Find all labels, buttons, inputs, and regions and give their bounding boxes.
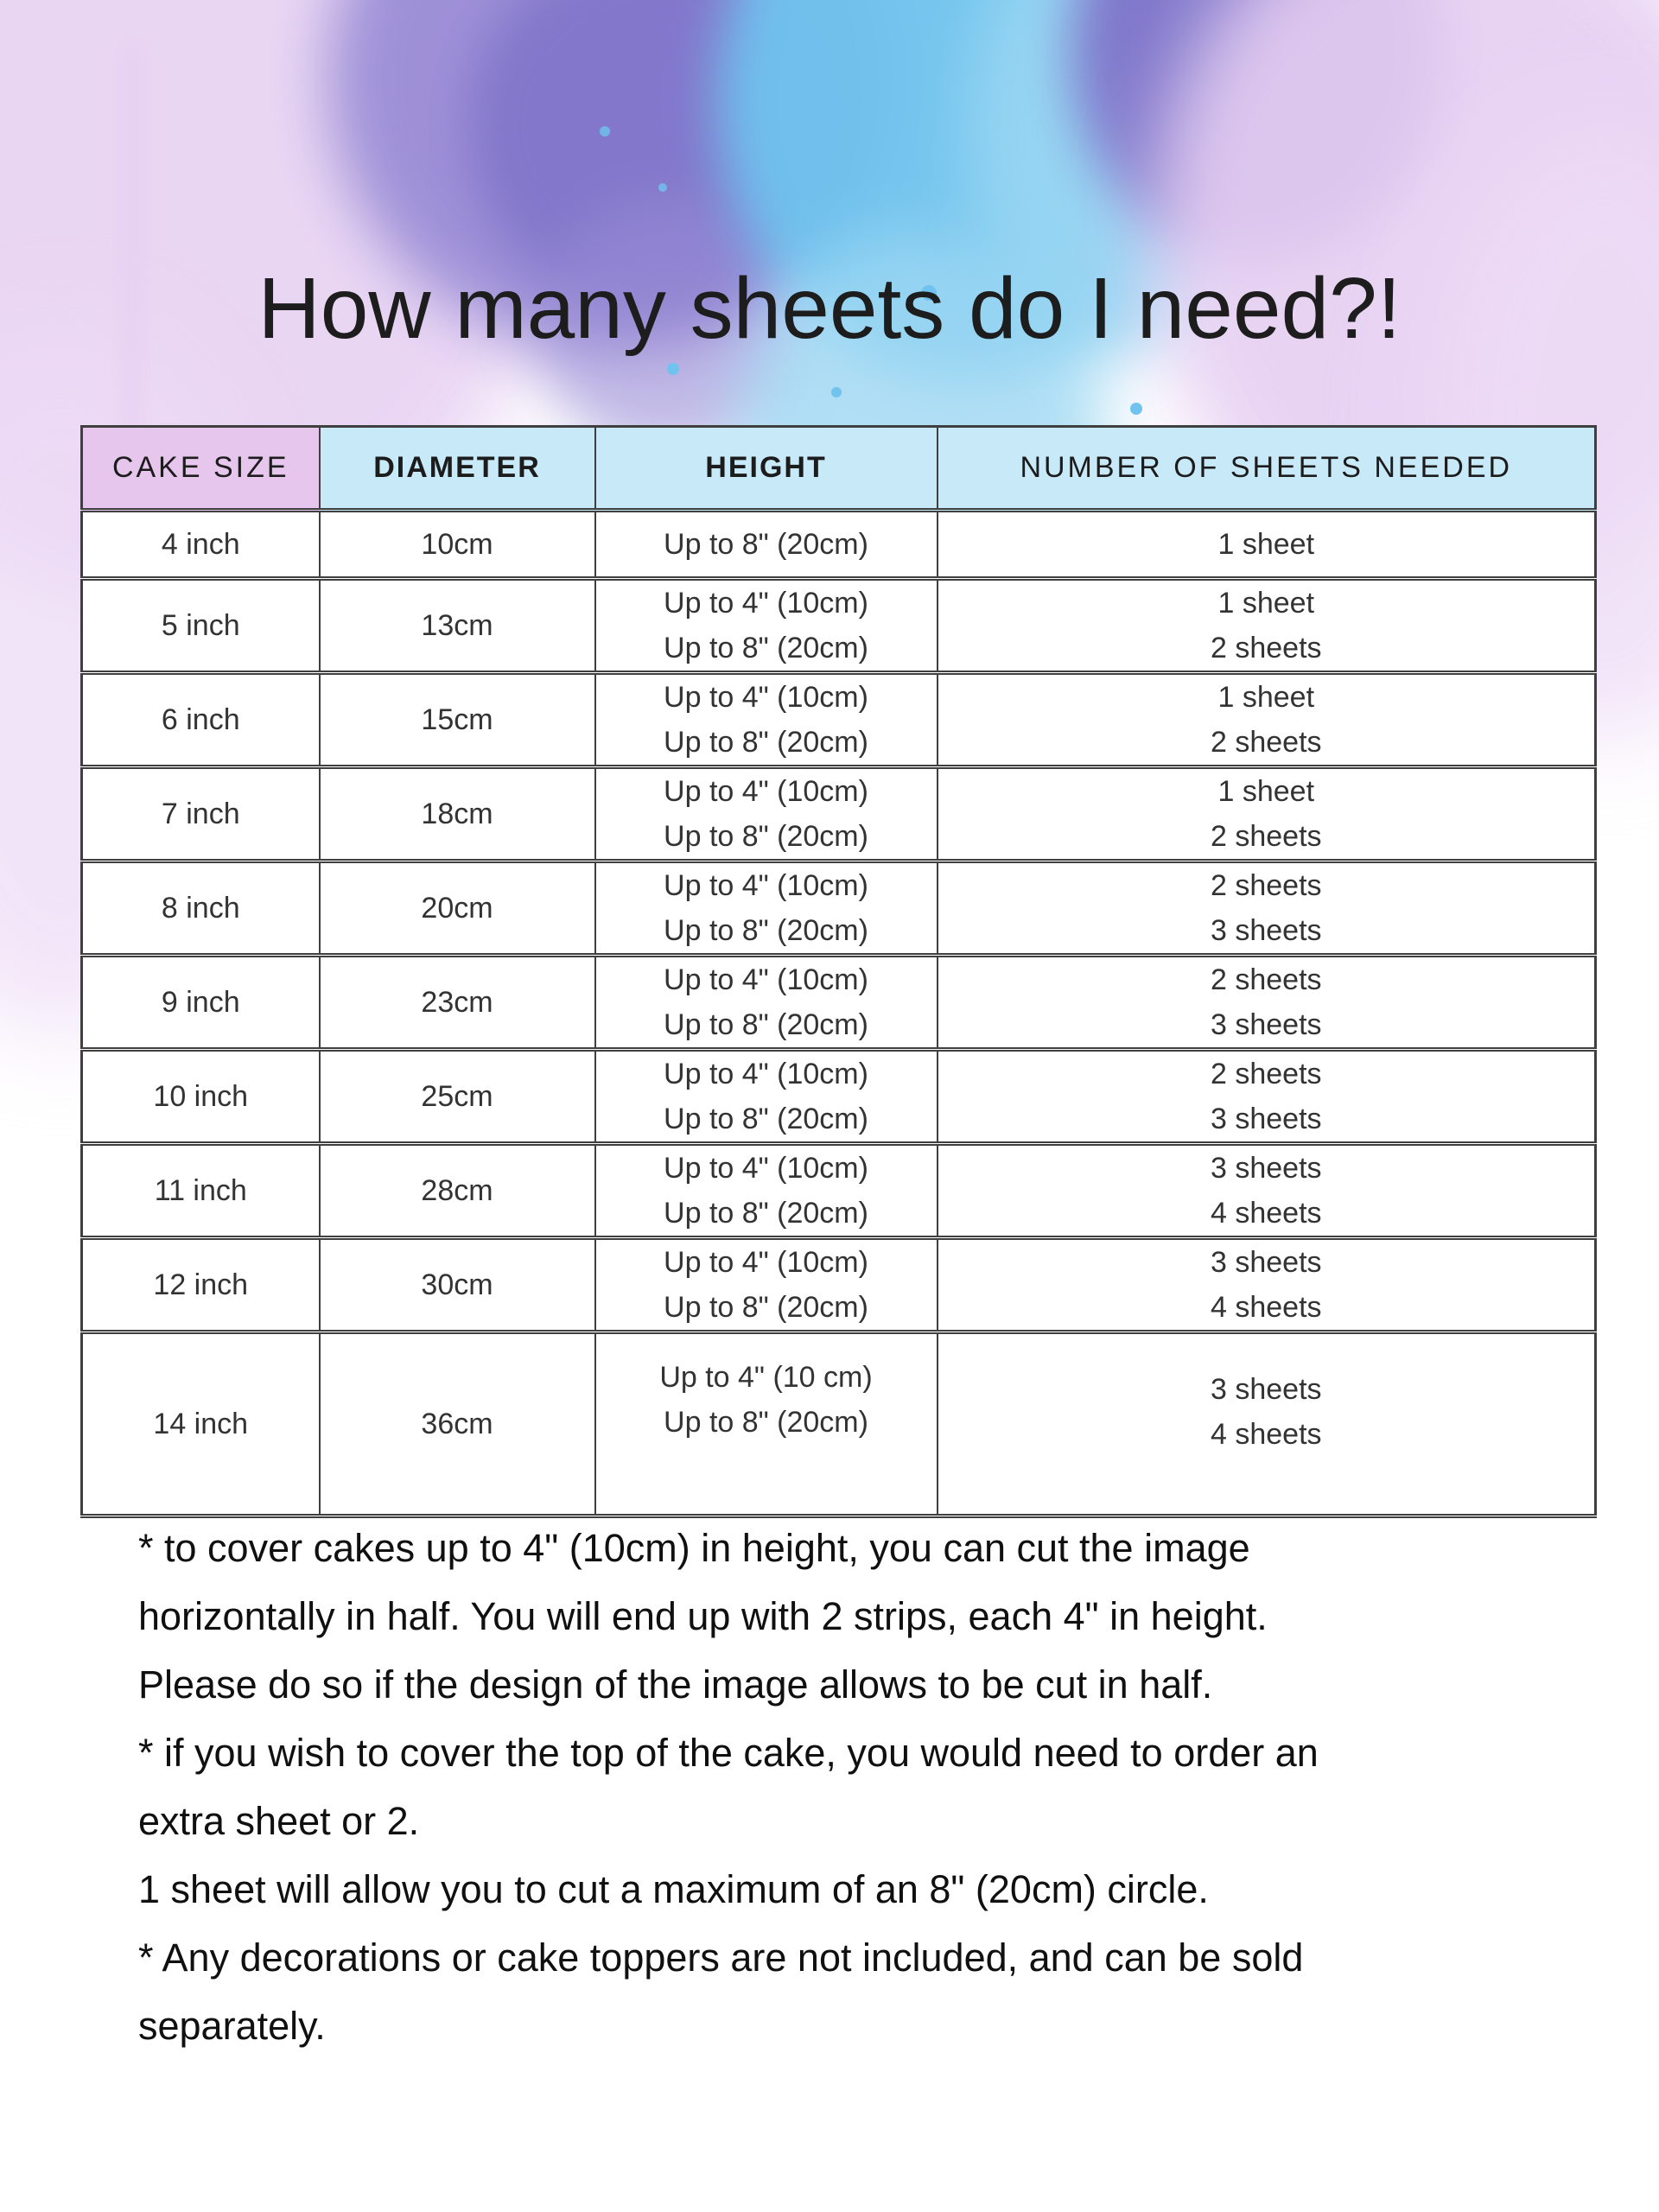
sheets-cell — [938, 1332, 1596, 1516]
height-line: Up to 8" (20cm) — [664, 527, 868, 561]
table-row — [82, 1238, 1596, 1332]
sheets-line: 3 sheets — [1210, 1102, 1322, 1135]
height-line: Up to 8" (20cm) — [664, 1290, 868, 1324]
diameter-cell: 13cm — [320, 579, 595, 673]
footnote-line: horizontally in half. You will end up with 2 strips, each 4" in height. — [138, 1594, 1268, 1638]
sheets-cell — [938, 767, 1596, 861]
height-line: Up to 8" (20cm) — [664, 1196, 868, 1230]
diameter-cell: 10cm — [320, 511, 595, 579]
height-line: Up to 8" (20cm) — [664, 819, 868, 853]
watercolor-dot — [658, 183, 667, 192]
watercolor-dot — [667, 363, 679, 375]
table-row — [82, 1332, 1596, 1516]
height-cell — [595, 1144, 938, 1238]
col-header-diameter: DIAMETER — [320, 427, 595, 511]
footnote-line: * to cover cakes up to 4" (10cm) in height, you can cut the image — [138, 1526, 1250, 1570]
sheets-cell — [938, 1050, 1596, 1144]
sheets-line: 1 sheet — [1217, 527, 1315, 561]
diameter-cell: 25cm — [320, 1050, 595, 1144]
cake-size-cell: 6 inch — [82, 673, 320, 767]
table-row — [82, 673, 1596, 767]
height-cell — [595, 1332, 938, 1516]
diameter-cell: 23cm — [320, 956, 595, 1050]
height-line: Up to 4" (10cm) — [664, 774, 868, 808]
diameter-cell: 20cm — [320, 861, 595, 956]
table-row — [82, 1144, 1596, 1238]
cake-size-cell: 9 inch — [82, 956, 320, 1050]
table-row — [82, 767, 1596, 861]
height-line: Up to 4" (10 cm) — [659, 1360, 873, 1394]
footnotes — [138, 1514, 1319, 2060]
sheets-line: 3 sheets — [1210, 1372, 1322, 1406]
height-line: Up to 4" (10cm) — [664, 680, 868, 714]
footnote-line: 1 sheet will allow you to cut a maximum of an 8" (20cm) circle. — [138, 1867, 1209, 1911]
cake-size-cell: 12 inch — [82, 1238, 320, 1332]
table-row — [82, 1050, 1596, 1144]
height-line: Up to 4" (10cm) — [664, 1245, 868, 1279]
height-cell — [595, 861, 938, 956]
watercolor-dot — [600, 126, 610, 137]
cake-size-cell: 10 inch — [82, 1050, 320, 1144]
sheets-line: 3 sheets — [1210, 913, 1322, 947]
sheets-line: 2 sheets — [1210, 819, 1322, 853]
sheets-cell — [938, 579, 1596, 673]
sheets-table — [80, 425, 1597, 1518]
diameter-cell: 28cm — [320, 1144, 595, 1238]
height-line: Up to 8" (20cm) — [664, 1405, 868, 1439]
col-header-sheets: NUMBER OF SHEETS NEEDED — [938, 427, 1596, 511]
sheets-line: 2 sheets — [1210, 868, 1322, 902]
sheets-line: 4 sheets — [1210, 1196, 1322, 1230]
sheets-line: 2 sheets — [1210, 1057, 1322, 1090]
cake-size-cell: 7 inch — [82, 767, 320, 861]
sheets-line: 3 sheets — [1210, 1245, 1322, 1279]
sheets-cell — [938, 673, 1596, 767]
sheets-line: 4 sheets — [1210, 1417, 1322, 1451]
table-row — [82, 579, 1596, 673]
footnote-line: * if you wish to cover the top of the cake, you would need to order an — [138, 1731, 1319, 1775]
footnote-line: separately. — [138, 2004, 326, 2048]
col-header-cake-size: CAKE SIZE — [82, 427, 320, 511]
col-header-height: HEIGHT — [595, 427, 938, 511]
height-cell — [595, 1050, 938, 1144]
height-cell — [595, 956, 938, 1050]
height-cell — [595, 579, 938, 673]
height-line: Up to 4" (10cm) — [664, 586, 868, 620]
sheets-cell — [938, 1238, 1596, 1332]
height-cell — [595, 1238, 938, 1332]
height-line: Up to 4" (10cm) — [664, 868, 868, 902]
sheets-cell — [938, 861, 1596, 956]
diameter-cell: 36cm — [320, 1332, 595, 1516]
height-line: Up to 8" (20cm) — [664, 1102, 868, 1135]
sheets-cell — [938, 511, 1596, 579]
height-cell — [595, 767, 938, 861]
sheets-line: 1 sheet — [1217, 586, 1315, 620]
height-cell — [595, 673, 938, 767]
cake-size-cell: 5 inch — [82, 579, 320, 673]
footnote-line: Please do so if the design of the image allows to be cut in half. — [138, 1662, 1213, 1707]
sheets-line: 2 sheets — [1210, 725, 1322, 759]
sheets-line: 4 sheets — [1210, 1290, 1322, 1324]
cake-size-cell: 14 inch — [82, 1332, 320, 1516]
height-line: Up to 8" (20cm) — [664, 913, 868, 947]
sheets-line: 1 sheet — [1217, 680, 1315, 714]
table-row — [82, 956, 1596, 1050]
sheets-line: 2 sheets — [1210, 963, 1322, 996]
table-row — [82, 861, 1596, 956]
height-line: Up to 8" (20cm) — [664, 725, 868, 759]
diameter-cell: 18cm — [320, 767, 595, 861]
height-line: Up to 4" (10cm) — [664, 1151, 868, 1185]
cake-size-cell: 4 inch — [82, 511, 320, 579]
watercolor-dot — [831, 387, 842, 397]
cake-size-cell: 8 inch — [82, 861, 320, 956]
diameter-cell: 15cm — [320, 673, 595, 767]
sheets-line: 2 sheets — [1210, 631, 1322, 664]
height-line: Up to 8" (20cm) — [664, 631, 868, 664]
height-line: Up to 4" (10cm) — [664, 1057, 868, 1090]
footnote-line: * Any decorations or cake toppers are not included, and can be sold — [138, 1936, 1304, 1980]
height-line: Up to 8" (20cm) — [664, 1007, 868, 1041]
sheets-cell — [938, 956, 1596, 1050]
diameter-cell: 30cm — [320, 1238, 595, 1332]
table-header-row — [82, 427, 1596, 511]
page-title: How many sheets do I need?! — [257, 260, 1402, 357]
footnote-line: extra sheet or 2. — [138, 1799, 420, 1843]
sheets-cell — [938, 1144, 1596, 1238]
watercolor-dot — [1130, 403, 1142, 415]
sheets-line: 3 sheets — [1210, 1007, 1322, 1041]
height-line: Up to 4" (10cm) — [664, 963, 868, 996]
sheets-line: 3 sheets — [1210, 1151, 1322, 1185]
table-row — [82, 511, 1596, 579]
sheets-line: 1 sheet — [1217, 774, 1315, 808]
cake-size-cell: 11 inch — [82, 1144, 320, 1238]
height-cell — [595, 511, 938, 579]
